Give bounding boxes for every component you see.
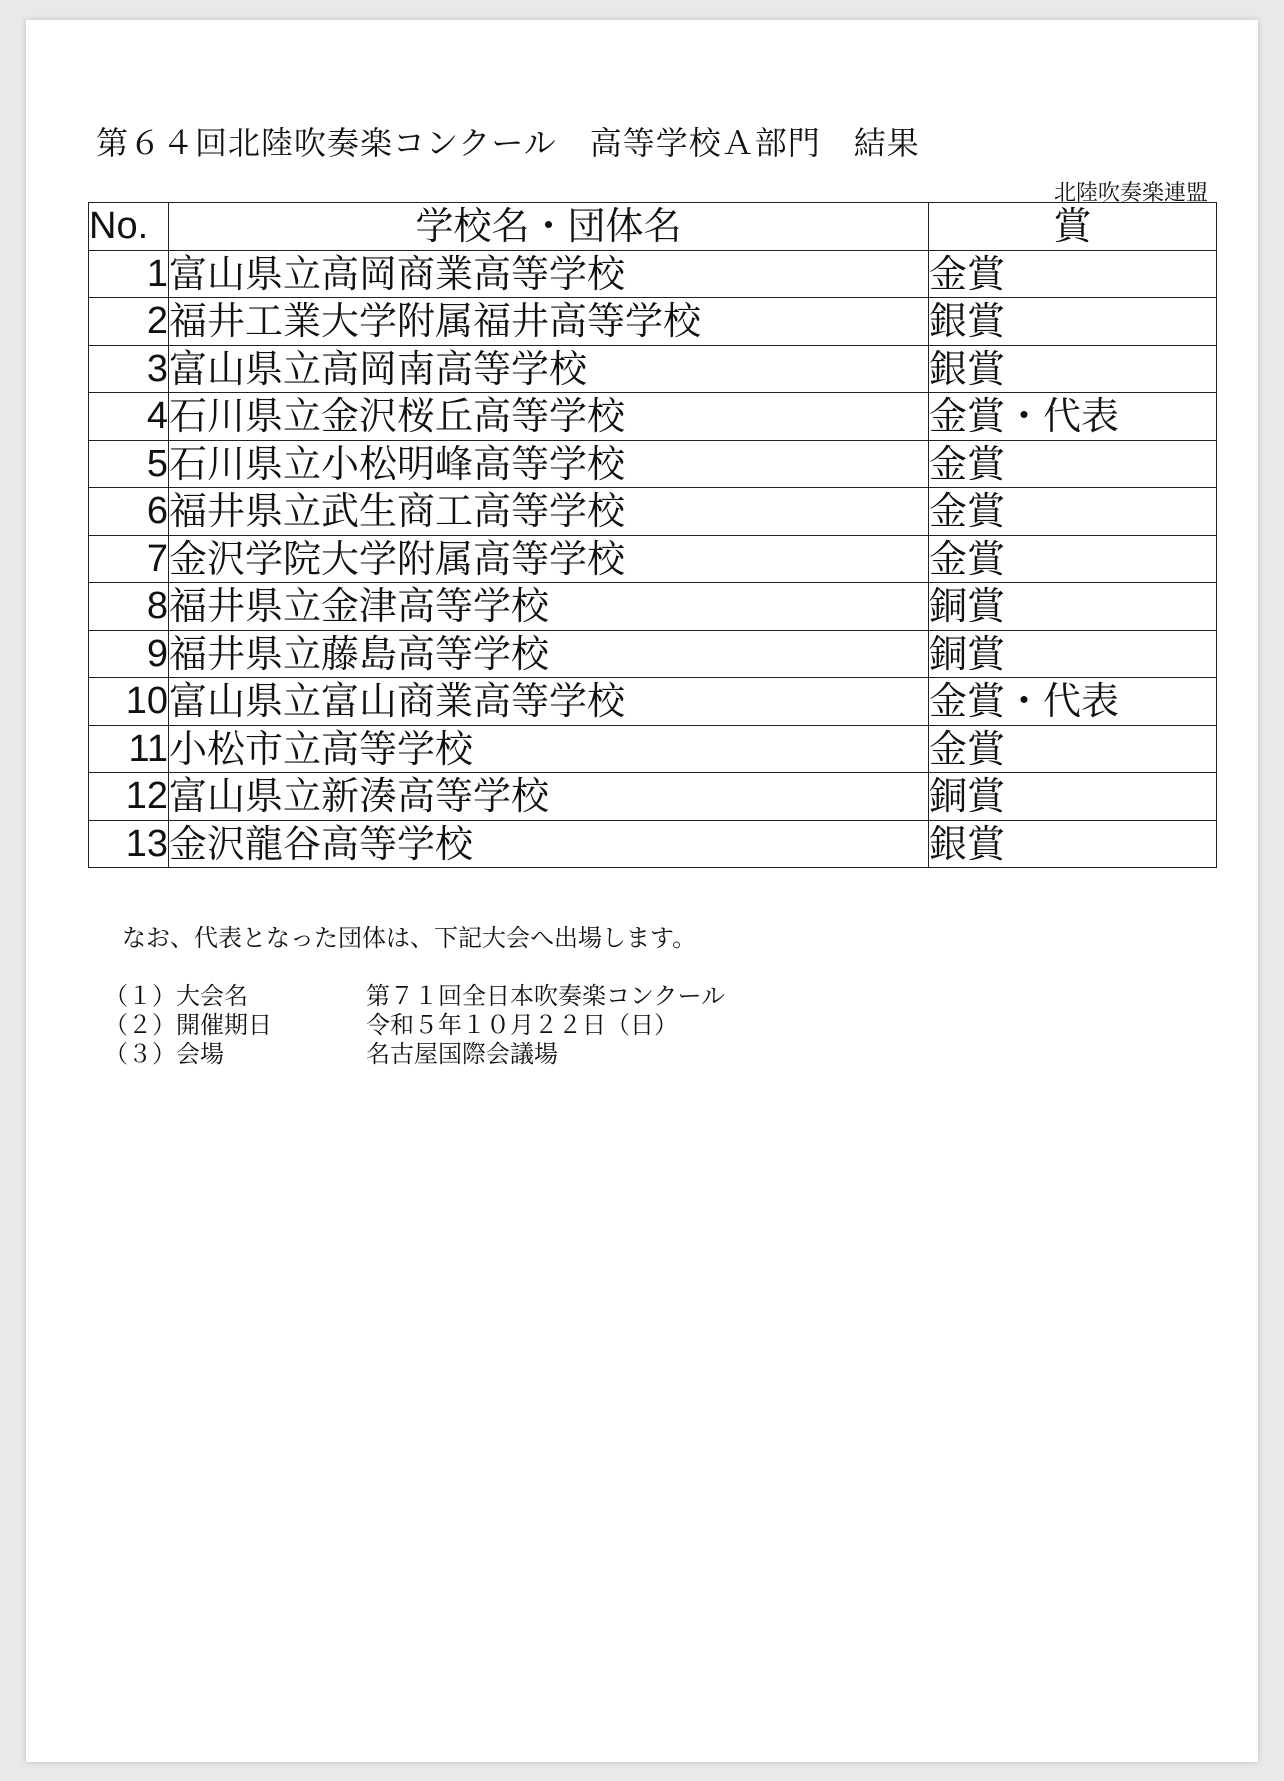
table-row: [89, 345, 1217, 393]
table-row: [89, 678, 1217, 726]
row-award: 金賞: [929, 535, 1217, 583]
table-row: [89, 488, 1217, 536]
row-no: 5: [89, 440, 169, 488]
detail-row-venue: [104, 1040, 725, 1069]
detail-value: 第７１回全日本吹奏楽コンクール: [366, 982, 726, 1010]
table-header-row: [89, 203, 1217, 251]
row-no: 10: [89, 678, 169, 726]
row-no: 3: [89, 345, 169, 393]
row-no: 6: [89, 488, 169, 536]
row-no: 13: [89, 820, 169, 868]
document-title: 第６４回北陸吹奏楽コンクール 高等学校Ａ部門 結果: [96, 124, 920, 162]
detail-label: （２）開催期日: [104, 1011, 272, 1039]
row-school: 金沢龍谷高等学校: [169, 820, 929, 868]
representative-note: なお、代表となった団体は、下記大会へ出場します。: [122, 924, 697, 952]
table-row: [89, 535, 1217, 583]
detail-label: （３）会場: [104, 1040, 224, 1068]
table-row: [89, 440, 1217, 488]
detail-row-date: [104, 1011, 725, 1040]
row-school: 富山県立新湊高等学校: [169, 773, 929, 821]
row-school: 福井県立藤島高等学校: [169, 630, 929, 678]
row-award: 銅賞: [929, 630, 1217, 678]
row-award: 金賞: [929, 488, 1217, 536]
row-award: 銅賞: [929, 773, 1217, 821]
row-no: 7: [89, 535, 169, 583]
row-no: 2: [89, 298, 169, 346]
row-award: 銅賞: [929, 583, 1217, 631]
table-row: [89, 773, 1217, 821]
row-no: 8: [89, 583, 169, 631]
row-award: 金賞: [929, 725, 1217, 773]
header-school: 学校名・団体名: [169, 203, 929, 251]
row-award: 金賞: [929, 440, 1217, 488]
results-table: [88, 202, 1217, 868]
row-award: 金賞・代表: [929, 678, 1217, 726]
row-school: 石川県立金沢桜丘高等学校: [169, 393, 929, 441]
header-no: No.: [89, 203, 169, 251]
row-award: 銀賞: [929, 820, 1217, 868]
row-school: 福井県立金津高等学校: [169, 583, 929, 631]
row-school: 福井工業大学附属福井高等学校: [169, 298, 929, 346]
table-row: [89, 298, 1217, 346]
row-school: 富山県立高岡商業高等学校: [169, 250, 929, 298]
table-row: [89, 250, 1217, 298]
table-row: [89, 393, 1217, 441]
table-row: [89, 583, 1217, 631]
row-no: 4: [89, 393, 169, 441]
row-no: 1: [89, 250, 169, 298]
row-no: 9: [89, 630, 169, 678]
row-school: 富山県立富山商業高等学校: [169, 678, 929, 726]
row-school: 小松市立高等学校: [169, 725, 929, 773]
detail-row-name: [104, 982, 725, 1011]
organization-name: 北陸吹奏楽連盟: [1053, 181, 1208, 206]
detail-value: 名古屋国際会議場: [366, 1040, 558, 1068]
row-award: 銀賞: [929, 298, 1217, 346]
row-school: 石川県立小松明峰高等学校: [169, 440, 929, 488]
row-award: 金賞・代表: [929, 393, 1217, 441]
document-page: [26, 20, 1258, 1762]
row-no: 12: [89, 773, 169, 821]
header-award: 賞: [929, 203, 1217, 251]
row-school: 福井県立武生商工高等学校: [169, 488, 929, 536]
detail-value: 令和５年１０月２２日（日）: [366, 1011, 678, 1039]
detail-label: （１）大会名: [104, 982, 248, 1010]
row-award: 金賞: [929, 250, 1217, 298]
row-school: 金沢学院大学附属高等学校: [169, 535, 929, 583]
table-row: [89, 820, 1217, 868]
table-row: [89, 725, 1217, 773]
competition-details: [104, 982, 725, 1069]
table-row: [89, 630, 1217, 678]
row-no: 11: [89, 725, 169, 773]
row-school: 富山県立高岡南高等学校: [169, 345, 929, 393]
row-award: 銀賞: [929, 345, 1217, 393]
